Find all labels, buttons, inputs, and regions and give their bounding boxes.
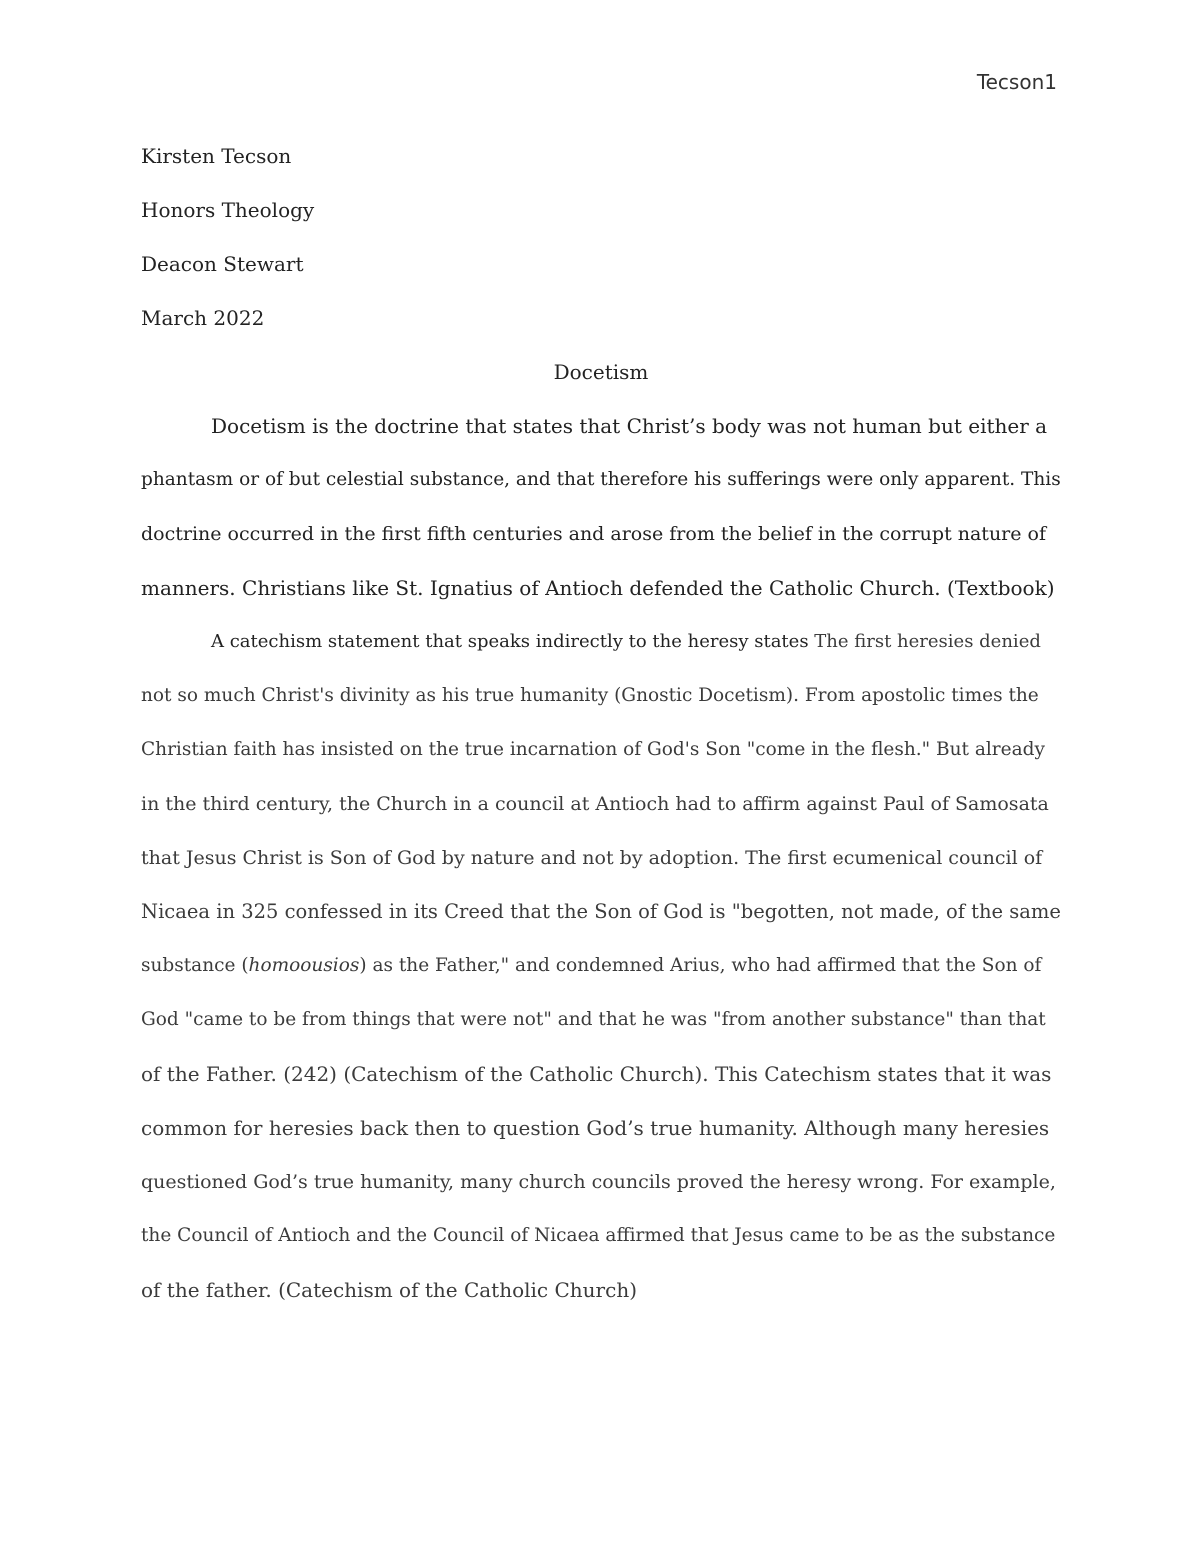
paragraph-line: that Jesus Christ is Son of God by nature and not by adoption. The first ecumenical council of	[141, 847, 1043, 869]
paragraph-line: manners. Christians like St. Ignatius of Antioch defended the Catholic Church. (Textbook)	[141, 576, 1055, 600]
document-title: Docetism	[553, 360, 649, 384]
paragraph-line	[141, 939, 1061, 993]
paragraph-line: doctrine occurred in the first fifth centuries and arose from the belief in the corrupt nature of	[141, 523, 1047, 545]
catechism-quote-start: The first heresies denied	[814, 631, 1041, 652]
document-date: March 2022	[141, 306, 265, 330]
paragraph-line	[141, 615, 1061, 669]
author-name: Kirsten Tecson	[141, 144, 292, 168]
text-segment: ) as the Father," and condemned Arius, who had affirmed that the Son of	[359, 955, 1042, 976]
paragraph-1	[141, 399, 1061, 615]
paragraph-line: common for heresies back then to question God’s true humanity. Although many heresies	[141, 1116, 1050, 1140]
paragraph-line: Nicaea in 325 confessed in its Creed that the Son of God is "begotten, not made, of the same	[141, 900, 1061, 923]
instructor-name: Deacon Stewart	[141, 252, 304, 276]
document-body	[141, 129, 1061, 1317]
paragraph-line: in the third century, the Church in a council at Antioch had to affirm against Paul of Samosata	[141, 793, 1049, 815]
italic-term: homoousios	[248, 955, 360, 976]
course-name: Honors Theology	[141, 198, 315, 222]
paragraph-line: Docetism is the doctrine that states that Christ’s body was not human but either a	[211, 414, 1048, 438]
paragraph-line: not so much Christ's divinity as his true humanity (Gnostic Docetism). From apostolic times the	[141, 685, 1039, 706]
paragraph-line: God "came to be from things that were not" and that he was "from another substance" than that	[141, 1009, 1046, 1030]
paragraph-line: of the father. (Catechism of the Catholic Church)	[141, 1278, 637, 1302]
paragraph-line: Christian faith has insisted on the true incarnation of God's Son "come in the flesh." But already	[141, 739, 1045, 760]
paragraph-line: the Council of Antioch and the Council of Nicaea affirmed that Jesus came to be as the substance	[141, 1225, 1056, 1246]
text-segment: substance (	[141, 955, 249, 976]
paragraph-intro-text: A catechism statement that speaks indirectly to the heresy states	[211, 631, 815, 652]
running-head: Tecson1	[976, 70, 1057, 94]
paragraph-line: questioned God’s true humanity, many church councils proved the heresy wrong. For example,	[141, 1171, 1056, 1193]
paragraph-line: phantasm or of but celestial substance, and that therefore his sufferings were only apparent. This	[141, 469, 1061, 490]
paragraph-line: of the Father. (242) (Catechism of the Catholic Church). This Catechism states that it was	[141, 1062, 1052, 1086]
paragraph-2	[141, 615, 1061, 1317]
